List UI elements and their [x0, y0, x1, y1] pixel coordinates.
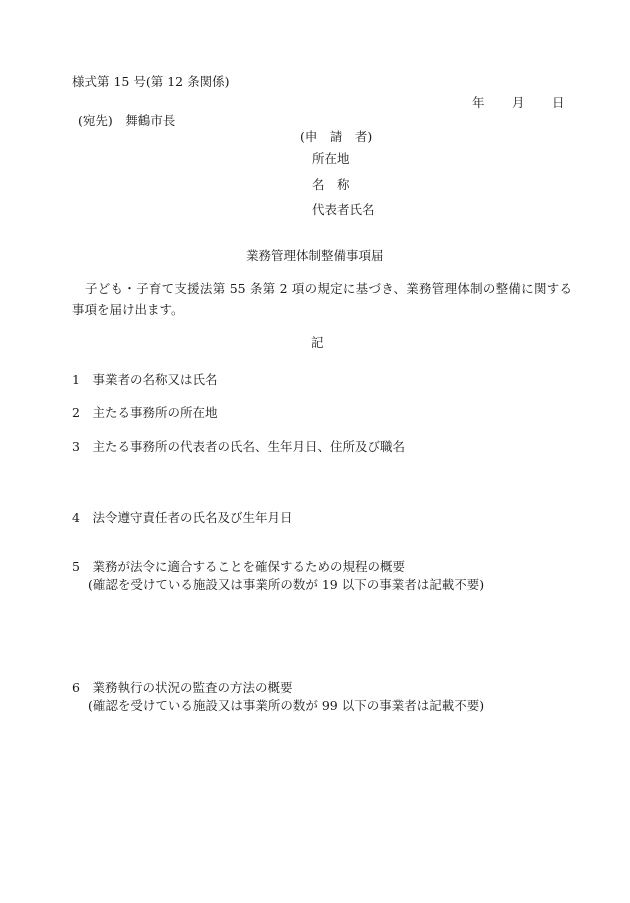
- day-label: 日: [552, 95, 565, 110]
- form-number: 様式第 15 号(第 12 条関係): [72, 74, 230, 89]
- item-1: 1 事業者の名称又は氏名: [72, 372, 218, 387]
- item-3: 3 主たる事務所の代表者の氏名、生年月日、住所及び職名: [72, 439, 405, 454]
- addressee: (宛先) 舞鶴市長: [78, 113, 176, 128]
- item-6-note: (確認を受けている施設又は事業所の数が 99 以下の事業者は記載不要): [88, 698, 485, 713]
- ki-marker: 記: [311, 335, 324, 350]
- item-4: 4 法令遵守責任者の氏名及び生年月日: [72, 510, 293, 525]
- item-5: 5 業務が法令に適合することを確保するための規程の概要: [72, 559, 405, 574]
- applicant-address-label: 所在地: [312, 151, 350, 166]
- item-6: 6 業務執行の状況の監査の方法の概要: [72, 680, 293, 695]
- applicant-heading: (申 請 者): [300, 129, 373, 144]
- year-label: 年: [472, 95, 485, 110]
- document-title: 業務管理体制整備事項届: [246, 248, 384, 263]
- month-label: 月: [512, 95, 525, 110]
- applicant-representative-label: 代表者氏名: [312, 202, 375, 217]
- body-text: 子ども・子育て支援法第 55 条第 2 項の規定に基づき、業務管理体制の整備に関する事項を届け出ます。: [72, 281, 572, 317]
- item-5-note: (確認を受けている施設又は事業所の数が 19 以下の事業者は記載不要): [88, 577, 485, 592]
- applicant-name-label: 名 称: [312, 177, 350, 192]
- item-2: 2 主たる事務所の所在地: [72, 405, 218, 420]
